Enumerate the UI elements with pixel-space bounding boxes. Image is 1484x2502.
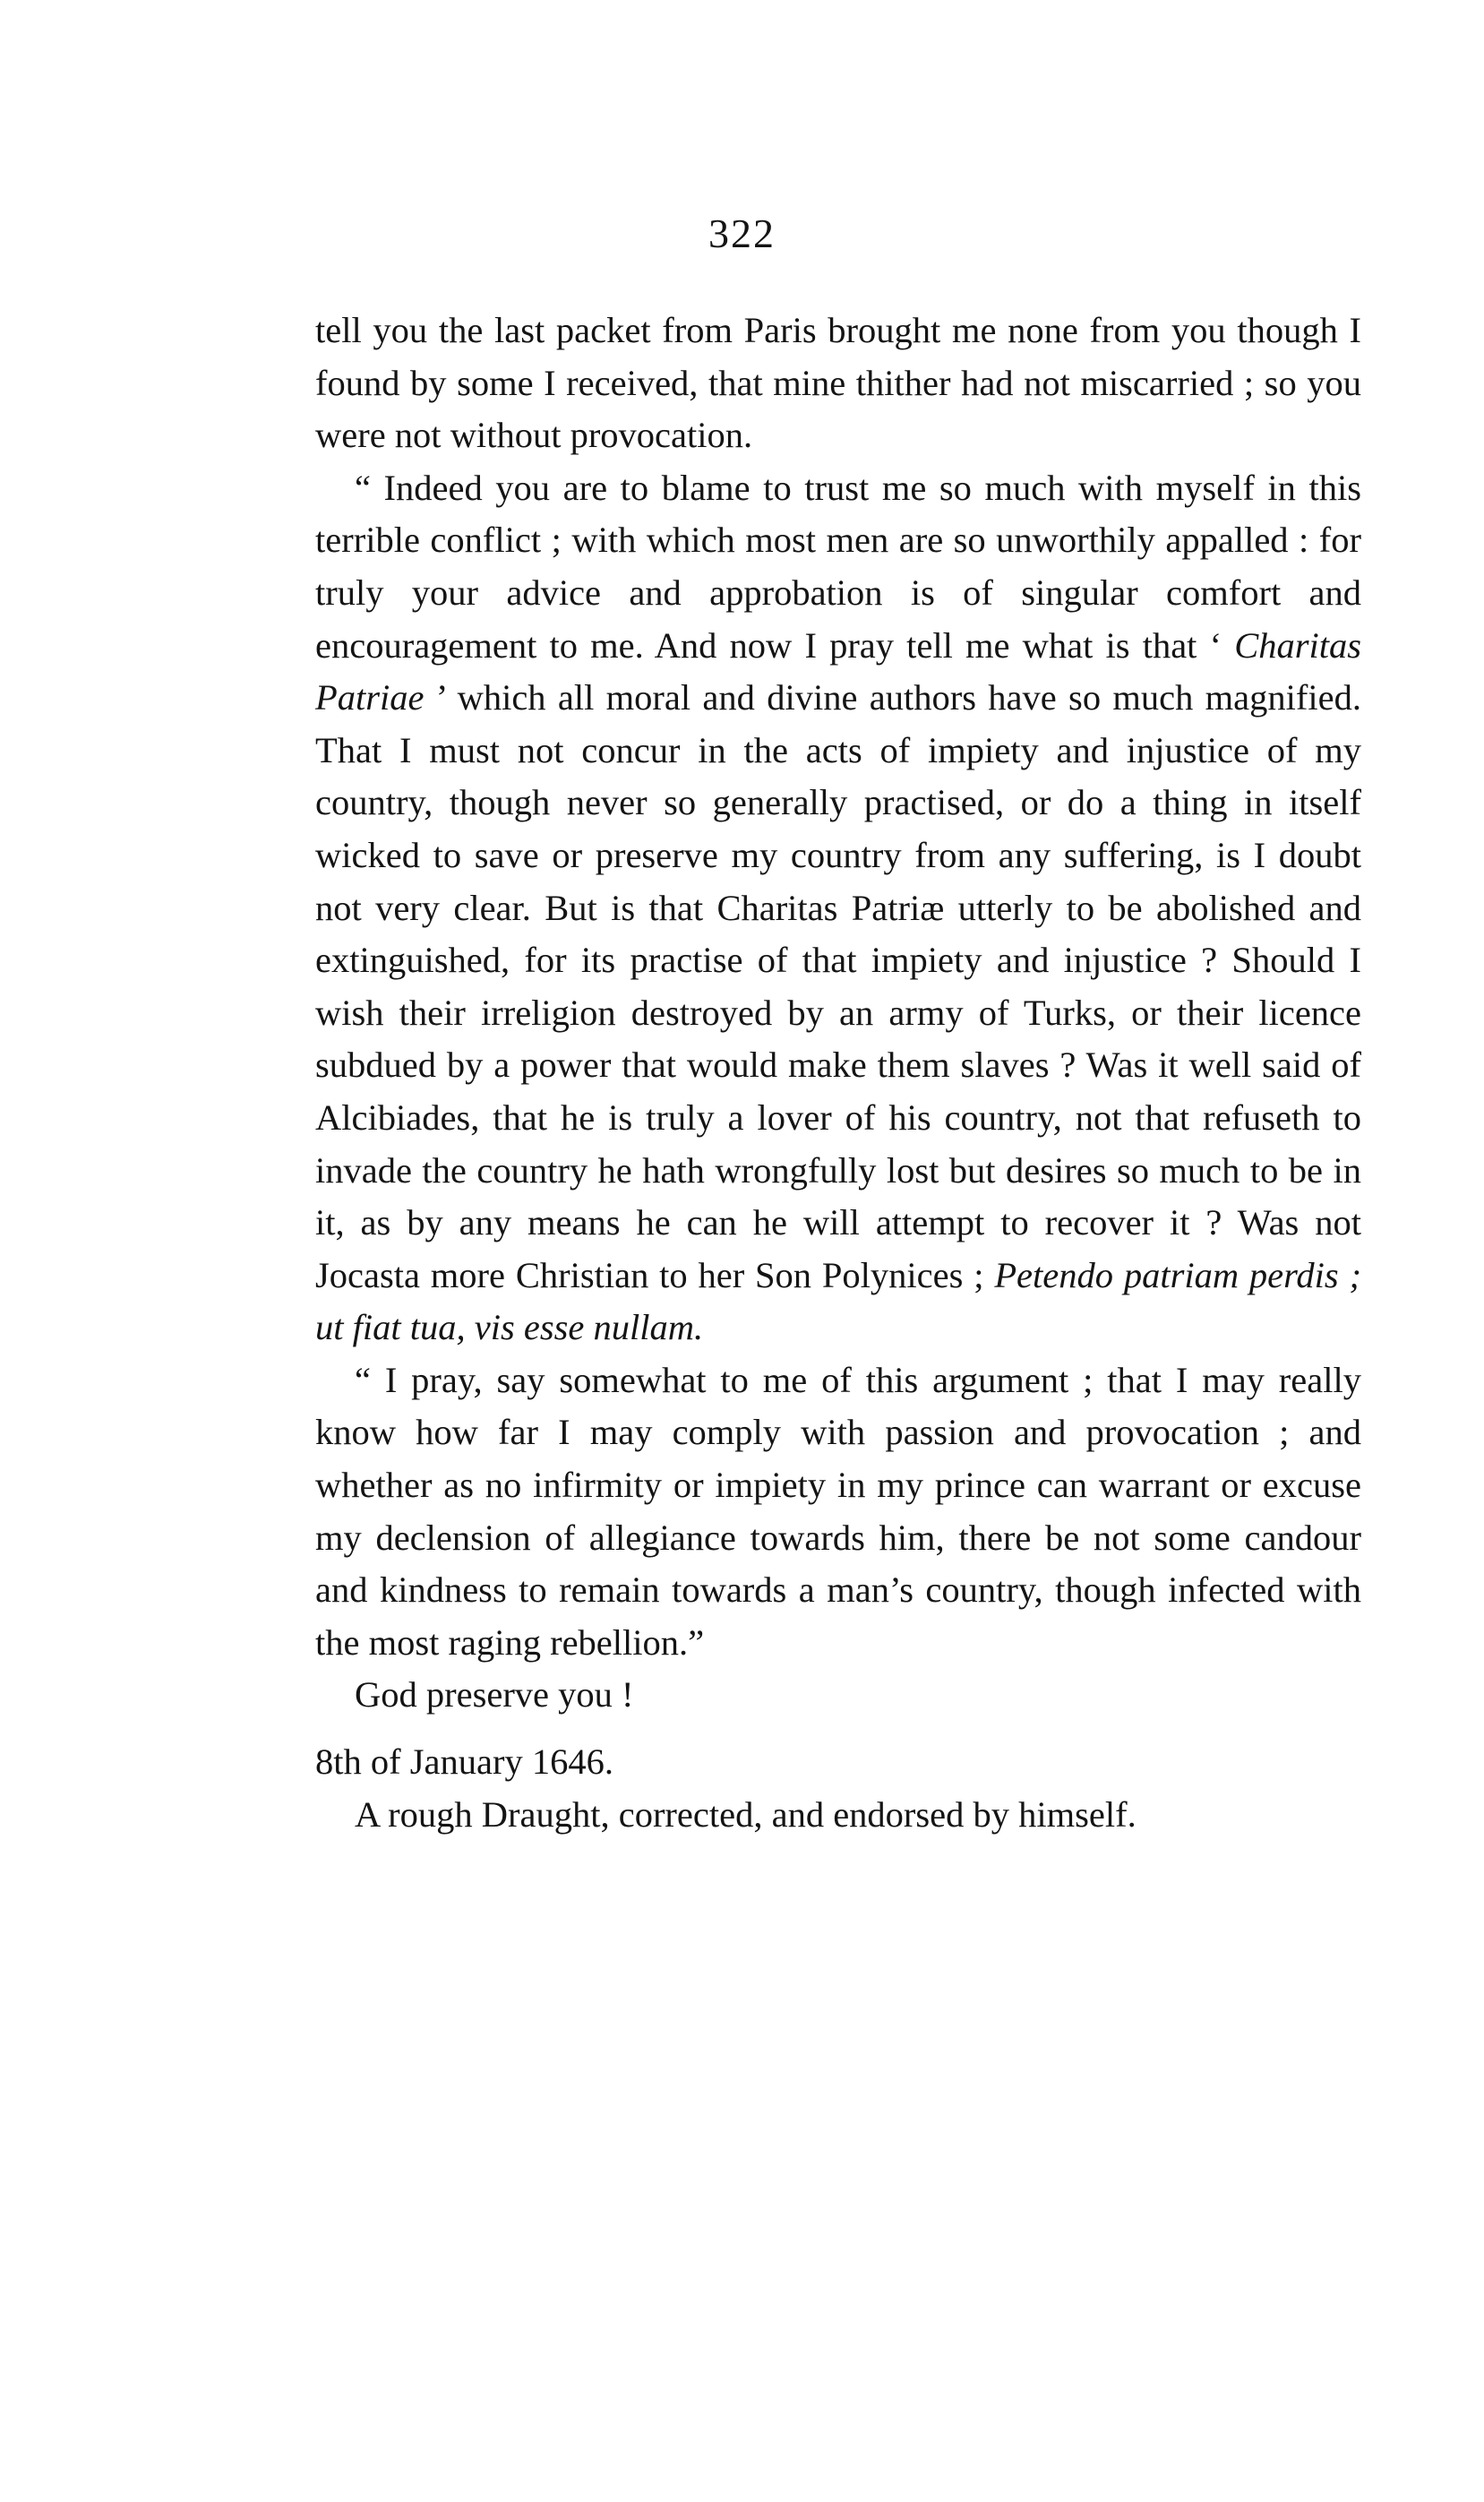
letter-body <box>315 305 1361 1841</box>
paragraph-2-text-b: ’ which all moral and divine authors have so much magnified. That I must not concur in the acts of impiety and injustice of my country, though never so generally practised, or do a thing in itself wicked to save or preserve my country from any suffering, is I doubt not very clear. But is that Charitas Patriæ utterly to be abolished and extinguished, for its practise of that impiety and injustice ? Should I wish their irreligion destroyed by an army of Turks, or their licence subdued by a power that would make them slaves ? Was it well said of Alcibiades, that he is truly a lover of his country, not that refuseth to invade the country he hath wrongfully lost but desires so much to be in it, as by any means he can he will attempt to recover it ? Was not Jocasta more Christian to her Son Polynices ; <box>315 677 1361 1295</box>
paragraph-2 <box>315 462 1361 1354</box>
letter-date: 8th of January 1646. <box>315 1741 613 1783</box>
paragraph-2-text-a: “ Indeed you are to blame to trust me so much with myself in this terrible conflict ; with which most men are so unworthily appalled : for truly your advice and approbation is of singular comfort and encouragement to me. And now I pray tell me what is that ‘ <box>315 467 1361 666</box>
closing-line: God preserve you ! <box>355 1674 634 1715</box>
endorsement-note: A rough Draught, corrected, and endorsed by himself. <box>355 1793 1137 1835</box>
paragraph-1: tell you the last packet from Paris brought me none from you though I found by some I received, that mine thither had not miscarried ; so you were not without provocation. <box>315 310 1361 456</box>
paragraph-3: “ I pray, say somewhat to me of this argument ; that I may really know how far I may comply with passion and provocation ; and whether as no infirmity or impiety in my prince can warrant or excuse my declension of allegiance towards him, there be not some candour and kindness to remain towards a man’s country, though infected with the most raging rebellion.” <box>315 1359 1361 1663</box>
latin-quotation: Petendo patriam perdis ; ut fiat tua, vis esse nullam. <box>315 1254 1361 1348</box>
charitas-patriae-phrase: Charitas Patriae <box>315 624 1361 718</box>
page-number: 322 <box>708 211 776 256</box>
